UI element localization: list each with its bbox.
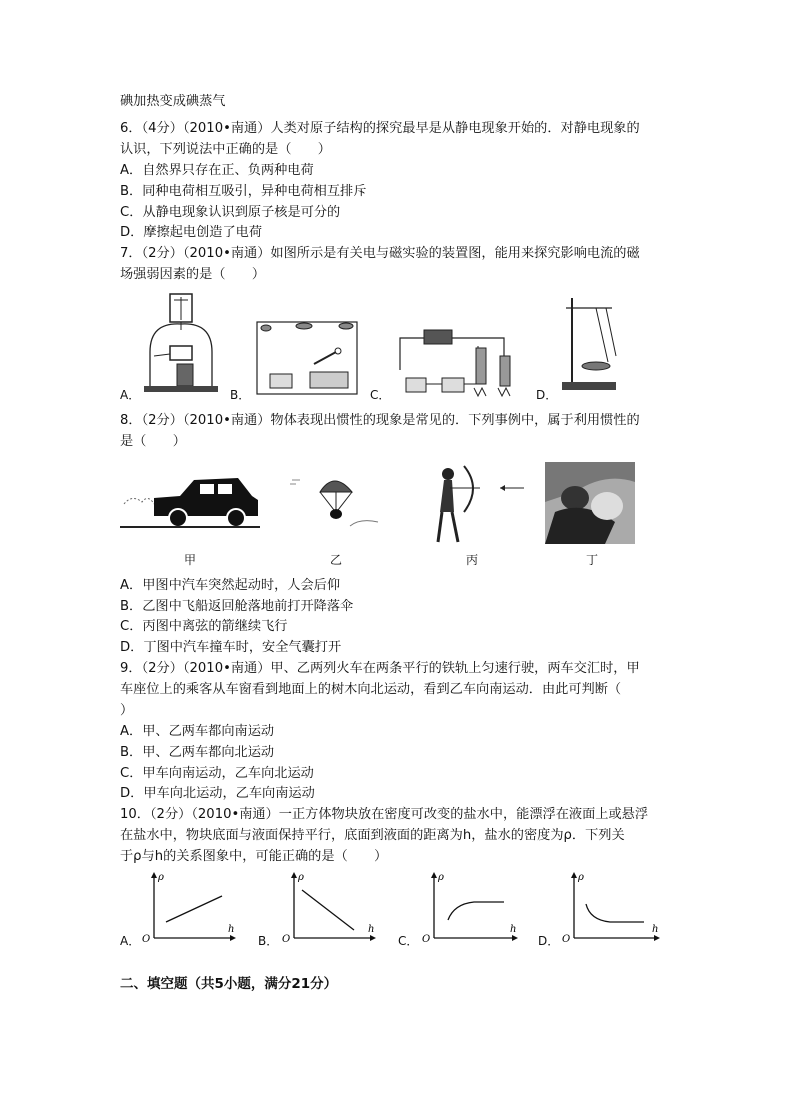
q7-figure-c-electromagnets-with-pins bbox=[394, 326, 522, 398]
section-title-fill-in-blank: 二、填空题（共5小题，满分21分） bbox=[120, 976, 338, 992]
graph-c-x-label: h bbox=[510, 924, 517, 935]
q8-figure-yi-parachute bbox=[290, 470, 380, 530]
question-10-stem: 在盐水中，物块底面与液面保持平行，底面到液面的距离为h，盐水的密度为ρ．下列关 bbox=[120, 828, 625, 843]
q10-graph-d-falling-then-flat bbox=[560, 870, 666, 946]
graph-a-x-label: h bbox=[228, 924, 235, 935]
question-9-option-d: D．甲车向北运动，乙车向南运动 bbox=[120, 786, 315, 801]
question-6-option-d: D．摩擦起电创造了电荷 bbox=[120, 225, 263, 240]
question-10-label-d: D． bbox=[538, 934, 560, 948]
graph-a-y-label: ρ bbox=[158, 872, 164, 883]
question-6-option-a: A．自然界只存在正、负两种电荷 bbox=[120, 163, 314, 178]
q10-graph-a-increasing-line bbox=[140, 870, 240, 946]
question-10-stem: 10．（2分）（2010•南通）一正方体物块放在密度可改变的盐水中，能漂浮在液面上或悬浮 bbox=[120, 807, 649, 822]
q8-caption-jia: 甲 bbox=[184, 553, 197, 567]
question-10-stem: 于ρ与h的关系图象中，可能正确的是（ ） bbox=[120, 849, 388, 864]
question-7-stem: 7．（2分）（2010•南通）如图所示是有关电与磁实验的装置图，能用来探究影响电流的磁 bbox=[120, 246, 640, 261]
graph-b-x-label: h bbox=[368, 924, 375, 935]
graph-b-origin: O bbox=[282, 934, 291, 945]
graph-c-origin: O bbox=[422, 934, 431, 945]
q8-figure-ding-airbag bbox=[545, 462, 635, 544]
question-8-stem: 8．（2分）（2010•南通）物体表现出惯性的现象是常见的．下列事例中，属于利用惯性的 bbox=[120, 413, 640, 428]
question-6-stem: 6．（4分）（2010•南通）人类对原子结构的探究最早是从静电现象开始的．对静电现象的 bbox=[120, 121, 640, 136]
question-9-option-c: C．甲车向南运动，乙车向北运动 bbox=[120, 766, 314, 781]
text-line: 碘加热变成碘蒸气 bbox=[120, 94, 226, 109]
question-6-option-b: B．同种电荷相互吸引，异种电荷相互排斥 bbox=[120, 184, 367, 199]
question-7-stem: 场强弱因素的是（ ） bbox=[120, 267, 266, 282]
q7-figure-d-oersted-experiment-stand bbox=[556, 296, 622, 398]
question-6-option-c: C．从静电现象认识到原子核是可分的 bbox=[120, 205, 341, 220]
question-9-stem: 9．（2分）（2010•南通）甲、乙两列火车在两条平行的铁轨上匀速行驶，两车交汇时，甲 bbox=[120, 661, 640, 676]
q8-caption-yi: 乙 bbox=[330, 553, 343, 567]
question-8-option-b: B．乙图中飞船返回舱落地前打开降落伞 bbox=[120, 599, 354, 614]
graph-d-x-label: h bbox=[652, 924, 659, 935]
q10-graph-b-decreasing-line bbox=[280, 870, 380, 946]
question-8-option-a: A．甲图中汽车突然起动时，人会后仰 bbox=[120, 578, 341, 593]
question-8-option-c: C．丙图中离弦的箭继续飞行 bbox=[120, 619, 288, 634]
q7-figure-b-electric-circuit-bells bbox=[254, 316, 360, 398]
question-7-label-b: B． bbox=[230, 388, 251, 402]
question-9-option-b: B．甲、乙两车都向北运动 bbox=[120, 745, 275, 760]
graph-d-origin: O bbox=[562, 934, 571, 945]
q8-figure-bing-archer bbox=[420, 462, 530, 546]
graph-d-y-label: ρ bbox=[578, 872, 584, 883]
q7-figure-a-electromagnet-coil bbox=[140, 292, 220, 396]
q8-caption-ding: 丁 bbox=[586, 553, 599, 567]
question-7-label-c: C． bbox=[370, 388, 391, 402]
q8-caption-bing: 丙 bbox=[466, 553, 479, 567]
question-8-option-d: D．丁图中汽车撞车时，安全气囊打开 bbox=[120, 640, 342, 655]
graph-b-y-label: ρ bbox=[298, 872, 304, 883]
question-10-label-a: A． bbox=[120, 934, 141, 948]
question-10-label-c: C． bbox=[398, 934, 419, 948]
question-10-label-b: B． bbox=[258, 934, 279, 948]
question-6-stem: 认识，下列说法中正确的是（ ） bbox=[120, 142, 331, 157]
question-7-label-a: A． bbox=[120, 388, 141, 402]
question-9-stem: 车座位上的乘客从车窗看到地面上的树木向北运动，看到乙车向南运动．由此可判断（ bbox=[120, 682, 622, 697]
question-7-label-d: D． bbox=[536, 388, 558, 402]
q10-graph-c-rising-then-flat bbox=[420, 870, 524, 946]
question-9-stem: ） bbox=[120, 703, 134, 718]
q8-figure-jia-car bbox=[120, 470, 260, 532]
question-8-stem: 是（ ） bbox=[120, 434, 186, 449]
graph-a-origin: O bbox=[142, 934, 151, 945]
graph-c-y-label: ρ bbox=[438, 872, 444, 883]
question-9-option-a: A．甲、乙两车都向南运动 bbox=[120, 724, 275, 739]
